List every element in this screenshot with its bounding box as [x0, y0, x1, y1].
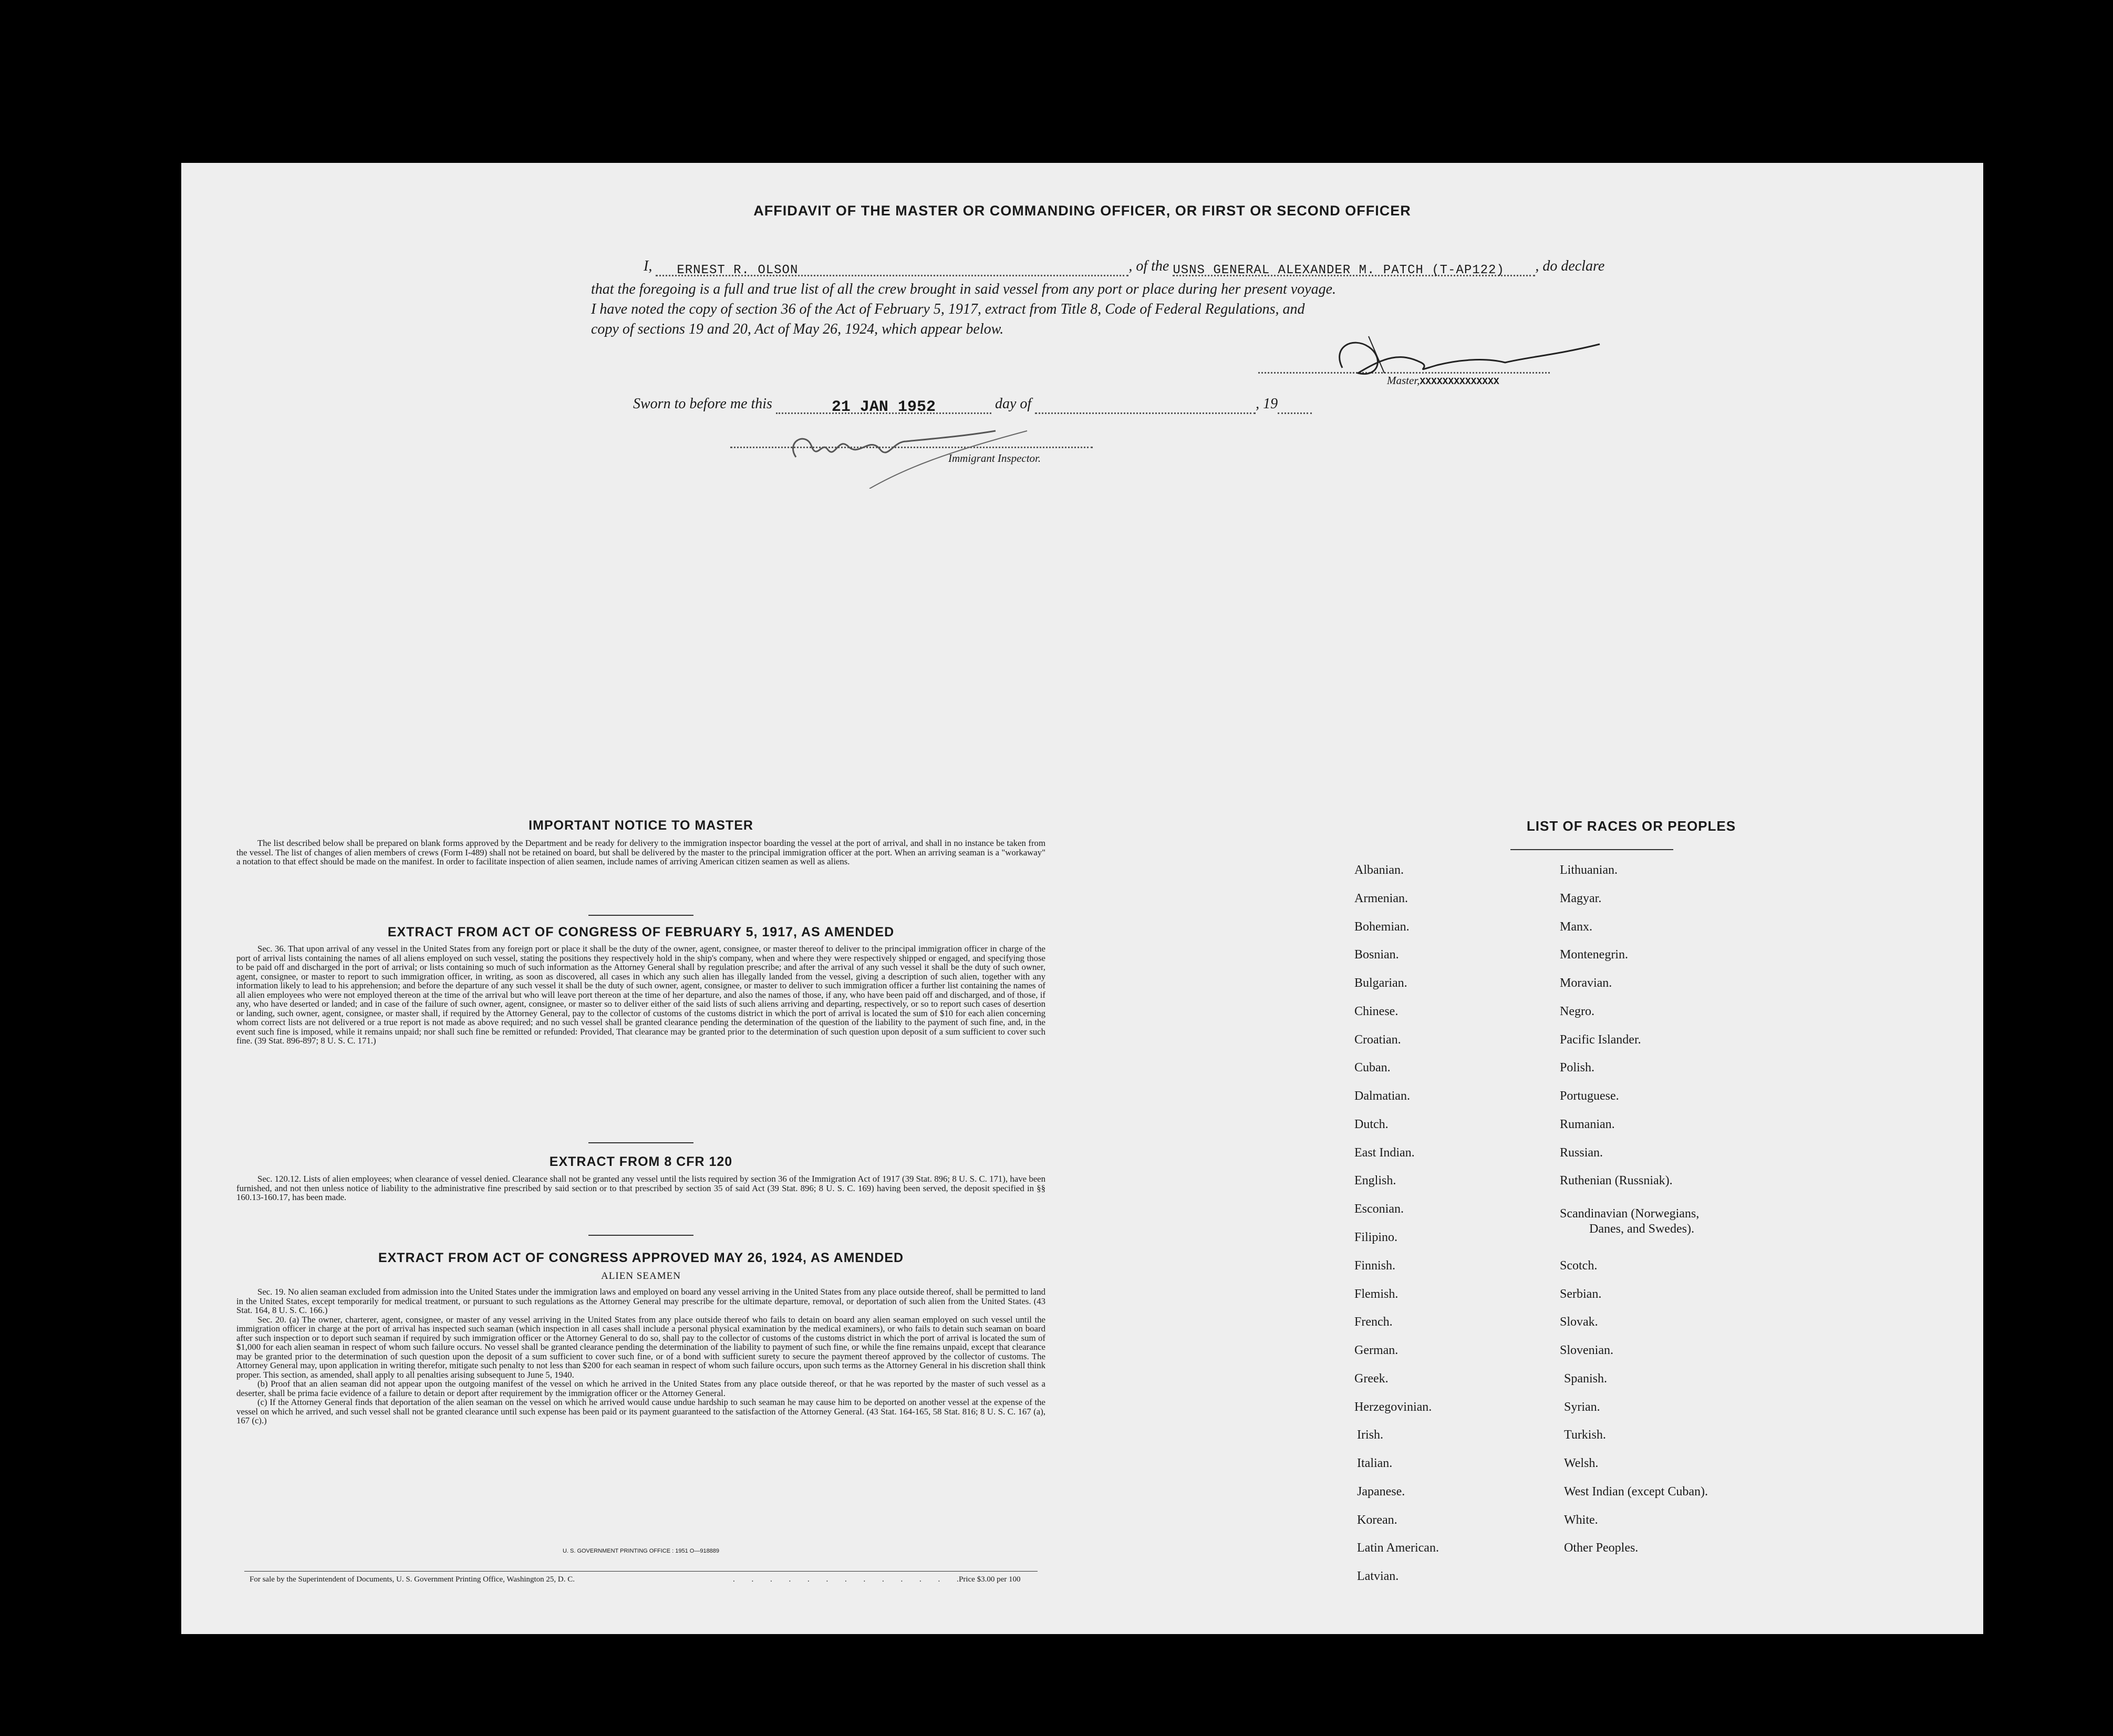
race-item: Pacific Islander. [1560, 1033, 1641, 1047]
master-signature [1211, 315, 1631, 384]
body-line: copy of sections 19 and 20, Act of May 26, 1924, which appear below. [591, 321, 1004, 337]
race-item: Dalmatian. [1354, 1089, 1410, 1103]
inspector-signature [775, 410, 1048, 489]
extract-1917-title: EXTRACT FROM ACT OF CONGRESS OF FEBRUARY 5, 1917, AS AMENDED [387, 925, 895, 939]
race-item: Greek. [1354, 1372, 1389, 1386]
race-item: Danes, and Swedes). [1589, 1222, 1694, 1236]
divider [588, 1235, 693, 1236]
race-item: Lithuanian. [1560, 863, 1618, 877]
race-item: French. [1354, 1315, 1393, 1329]
race-item: Negro. [1560, 1005, 1594, 1018]
extract-1924-title: EXTRACT FROM ACT OF CONGRESS APPROVED MAY 26, 1924, AS AMENDED [378, 1251, 904, 1265]
extract-1917-paragraph: Sec. 36. That upon arrival of any vessel in the United States from any foreign port or place it shall be the duty of the owner, agent, consignee, or master thereof to deliver to the principal immigration officer in charge of the port of arrival lists containing the names of all aliens employed on such vessel, stating the positions they respectively hold in the ship's company, when and where they were respectively shipped or engaged, and specifying those to be paid off and discharged in the port of arrival; or lists containing so much of such information as the Attorney General shall by regulation prescribe; and after the arrival of any such vessel it shall be the duty of such owner, agent, consignee, or master to report to such immigration officer, in writing, as soon as discovered, all cases in which any such alien has illegally landed from the vessel, giving a description of such alien, together with any information likely to lead to his apprehension; and before the departure of any such vessel it shall be the duty of such owner, agent, consignee, or master to deliver to such immigration officer a further list containing the names of all alien employees who were not employed thereon at the time of the arrival but who will leave port thereon at the time of her departure, and also the names of those, if any, who have been paid off and discharged, and of those, if any, who have deserted or landed; and in case of the failure of such owner, agent, consignee, or master so to deliver either of the said lists of such aliens arriving and departing, respectively, or so to report such cases of desertion or landing, such owner, agent, consignee, or master shall, if required by the Attorney General, pay to the collector of customs of the customs district in which the port of arrival is located the sum of $10 for each alien concerning whom correct lists are not delivered or a true report is not made as above required; and no such vessel shall be granted clearance pending the determination of the question of the liability to the payment of such fine, and, in the event such fine is imposed, while it remains unpaid; nor shall such fine be remitted or refunded: Provided, That clearance may be granted prior to the determination of such question upon deposit of a sum sufficient to cover such fine. (39 Stat. 896-897; 8 U. S. C. 171.) [236, 944, 1045, 1046]
sworn-date-stamp: 21 JAN 1952 [831, 398, 936, 416]
race-item: Rumanian. [1560, 1118, 1615, 1131]
footer-dots: . . . . . . . . . . . . . [733, 1575, 966, 1584]
extract-1924-paragraph: (c) If the Attorney General finds that deportation of the alien seaman on the vessel on which he arrived would cause undue hardship to such seaman he may cause him to be deported on another vessel at the expense of the vessel on which he arrived, and such vessel shall not be granted clearance until such expense has been paid or its payment guaranteed to the satisfaction of the Attorney General. (43 Stat. 164-165, 58 Stat. 816; 8 U. S. C. 167 (a), 167 (c).) [236, 1397, 1045, 1425]
race-item: Polish. [1560, 1061, 1595, 1074]
inspector-label: Immigrant Inspector. [948, 452, 1041, 464]
divider [588, 915, 693, 916]
race-item: East Indian. [1354, 1146, 1415, 1160]
footer-rule [244, 1571, 1038, 1572]
footer-right: Price $3.00 per 100 [959, 1575, 1021, 1584]
sworn-prefix: Sworn to before me this [633, 396, 772, 412]
extract-1924-paragraph: Sec. 20. (a) The owner, charterer, agent, consignee, or master of any vessel arriving in the United States from any place outside thereof who fails to detain on board any alien seaman employed on such vessel until the immigration officer in charge at the port of arrival has inspected such seaman (which inspection in all cases shall include a personal physical examination by the medical examiners), or who fails to detain such seaman on board after such inspection or to deport such seaman if required by such immigration officer or the Attorney General to do so, shall pay to the collector of customs of the customs district in which the port of arrival is located the sum of $1,000 for each alien seaman in respect of whom such failure occurs. No vessel shall be granted clearance pending the determination of the liability to payment of such fine, or while the fine remains unpaid, except that clearance may be granted prior to the determination of such question upon the deposit of a sum sufficient to cover such fine, or of a bond with sufficient surety to secure the payment thereof approved by the collector of customs. The Attorney General may, upon application in writing therefor, mitigate such penalty to not less than $200 for each seaman in respect of whom such failure occurs, upon such terms as the Attorney General in his discretion shall think proper. This section, as amended, shall apply to all penalties arising subsequent to June 5, 1940. [236, 1314, 1045, 1380]
master-label: Master, [1387, 374, 1420, 387]
race-item: Scotch. [1560, 1259, 1598, 1273]
year-prefix: , 19 [1256, 396, 1278, 412]
race-item: Turkish. [1564, 1428, 1606, 1442]
race-item: Bosnian. [1354, 948, 1399, 962]
race-item: Moravian. [1560, 976, 1612, 990]
notice-paragraph: The list described below shall be prepared on blank forms approved by the Department and be ready for delivery to the immigration inspector boarding the vessel at the port of arrival, and shall in no instance be taken from the vessel. The list of changes of alien members of crews (Form I-489) shall not be retained on board, but shall be delivered by the master to the principal immigration officer at the port. When an arriving seaman is a "workaway" a notation to that effect should be made on the manifest. In order to facilitate inspection of alien seamen, include names of arriving American citizen seamen as well as aliens. [236, 838, 1045, 866]
race-item: White. [1564, 1513, 1598, 1527]
races-title-rule [1510, 849, 1673, 850]
affidavit-title: AFFIDAVIT OF THE MASTER OR COMMANDING OFFICER, OR FIRST OR SECOND OFFICER [753, 203, 1411, 219]
extract-1924-paragraph: (b) Proof that an alien seaman did not appear upon the outgoing manifest of the vessel on which he arrived in the United States from any place outside thereof, or that he was reported by the master of such vessel as a deserter, shall be prima facie evidence of a failure to detain or deport after requirement by the immigration officer or the Attorney General. [236, 1379, 1045, 1398]
notice-text [236, 839, 1045, 866]
race-item: Irish. [1357, 1428, 1383, 1442]
race-item: Bulgarian. [1354, 976, 1407, 990]
master-label-row [1387, 374, 1499, 387]
race-item: Albanian. [1354, 863, 1404, 877]
race-item: Manx. [1560, 920, 1592, 934]
master-strike: XXXXXXXXXXXXXX [1420, 377, 1499, 387]
race-item: Portuguese. [1560, 1089, 1619, 1103]
race-item: Finnish. [1354, 1259, 1396, 1273]
race-item: Dutch. [1354, 1118, 1389, 1131]
body-line: I have noted the copy of section 36 of the Act of February 5, 1917, extract from Title 8, Code of Federal Regulations, and [591, 301, 1305, 317]
officer-name: ERNEST R. OLSON [677, 263, 799, 277]
extract-cfr-paragraph: Sec. 120.12. Lists of alien employees; when clearance of vessel denied. Clearance shall not be granted any vessel until the lists required by section 36 of the Immigration Act of 1917 (39 Stat. 896; 8 U. S. C. 171), have been furnished, and not then unless notice of liability to the administrative fine prescribed by said section or to that prescribed by section 35 of said Act (39 Stat. 896; 8 U. S. C. 169) having been served, the deposit specified in §§ 160.13-160.17, has been made. [236, 1174, 1045, 1202]
race-item: Magyar. [1560, 892, 1602, 905]
footer-left: For sale by the Superintendent of Documents, U. S. Government Printing Office, Washington 25, D. C. [250, 1575, 575, 1584]
race-item: Cuban. [1354, 1061, 1391, 1074]
declaration-line [644, 256, 1847, 276]
race-item: Bohemian. [1354, 920, 1410, 934]
do-declare-label: , do declare [1535, 258, 1605, 274]
race-item: Montenegrin. [1560, 948, 1628, 962]
extract-cfr-text [236, 1174, 1045, 1202]
race-item: Korean. [1357, 1513, 1397, 1527]
race-item: Croatian. [1354, 1033, 1401, 1047]
race-item: Armenian. [1354, 892, 1408, 905]
race-item: Latvian. [1357, 1569, 1399, 1583]
races-title: LIST OF RACES OR PEOPLES [1526, 818, 1736, 834]
race-item: Russian. [1560, 1146, 1603, 1160]
race-item: Flemish. [1354, 1287, 1399, 1301]
race-item: Slovak. [1560, 1315, 1598, 1329]
race-item: Spanish. [1564, 1372, 1608, 1386]
race-item: Japanese. [1357, 1485, 1405, 1499]
extract-cfr-title: EXTRACT FROM 8 CFR 120 [549, 1154, 733, 1169]
race-item: Ruthenian (Russniak). [1560, 1174, 1673, 1187]
extract-1924-paragraph: Sec. 19. No alien seaman excluded from admission into the United States under the immigration laws and employed on board any vessel arriving in the United States from any place outside thereof, shall be permitted to land in the United States, except temporarily for medical treatment, or pursuant to such regulations as the Attorney General may prescribe for the ultimate departure, removal, or deportation of such alien from the United States. (43 Stat. 164, 8 U. S. C. 166.) [236, 1287, 1045, 1315]
body-line: that the foregoing is a full and true list of all the crew brought in said vessel from any port or place during her present voyage. [591, 281, 1337, 297]
race-item: Herzegovinian. [1354, 1400, 1432, 1414]
extract-1924-subtitle: ALIEN SEAMEN [601, 1270, 681, 1282]
race-item: Welsh. [1564, 1456, 1599, 1470]
race-item: English. [1354, 1174, 1396, 1187]
extract-1924-text [236, 1287, 1045, 1425]
race-item: Syrian. [1564, 1400, 1600, 1414]
race-item: Other Peoples. [1564, 1541, 1639, 1555]
vessel-name: USNS GENERAL ALEXANDER M. PATCH (T-AP122) [1173, 263, 1505, 277]
race-item: Slovenian. [1560, 1344, 1613, 1357]
form-page [181, 163, 1983, 1634]
divider [588, 1142, 693, 1143]
extract-1917-text [236, 944, 1045, 1046]
race-item: Filipino. [1354, 1231, 1398, 1244]
race-item: West Indian (except Cuban). [1564, 1485, 1708, 1499]
race-item: Serbian. [1560, 1287, 1602, 1301]
pronoun: I, [644, 258, 652, 274]
race-item: Scandinavian (Norwegians, [1560, 1207, 1700, 1221]
race-item: Esconian. [1354, 1202, 1404, 1216]
notice-title: IMPORTANT NOTICE TO MASTER [529, 818, 753, 833]
day-of-label: day of [995, 396, 1032, 412]
race-item: Italian. [1357, 1456, 1393, 1470]
printing-office-note: U. S. GOVERNMENT PRINTING OFFICE : 1951 O—918889 [562, 1548, 720, 1554]
race-item: Chinese. [1354, 1005, 1399, 1018]
race-item: Latin American. [1357, 1541, 1439, 1555]
of-the-label: , of the [1128, 258, 1169, 274]
race-item: German. [1354, 1344, 1399, 1357]
